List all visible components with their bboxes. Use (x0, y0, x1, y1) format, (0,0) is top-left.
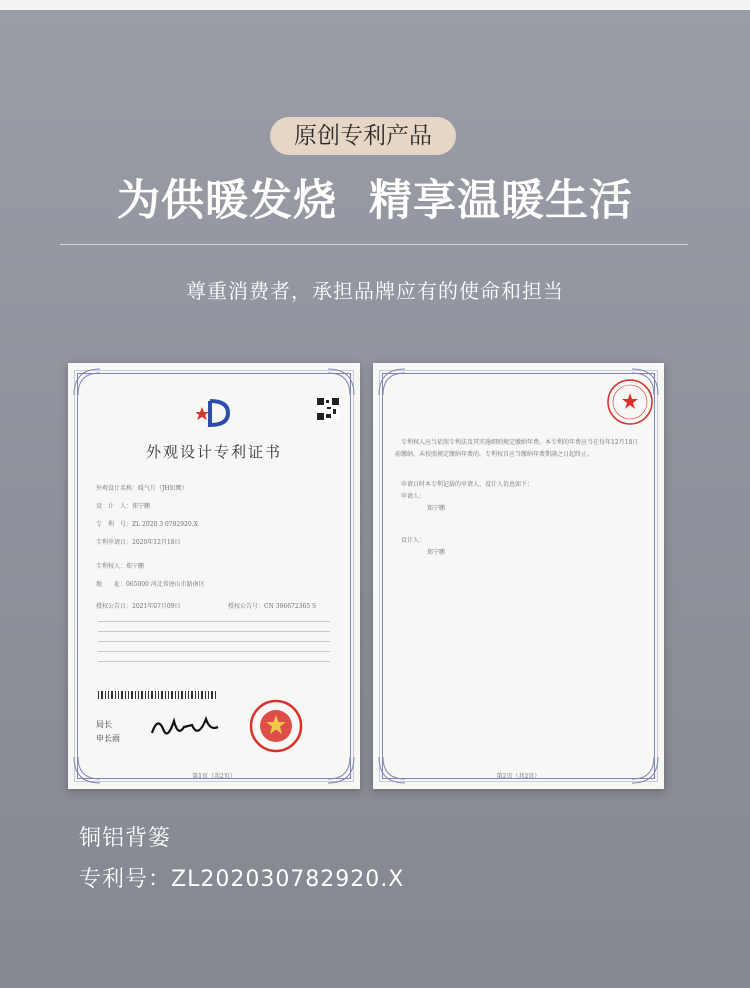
ornament-icon (630, 755, 660, 785)
cert-field: 外观设计名称：暖气片（JH铝鹰） (96, 485, 188, 492)
cert-note: 前缴纳。未按照规定缴纳年费的，专利权自应当缴纳年费期满之日起终止。 (395, 451, 594, 458)
qr-code-icon (316, 397, 340, 421)
signature-label: 局长 (96, 720, 112, 729)
cert-field: 专利权人：郑宁鹏 (96, 563, 145, 570)
page-number: 第1页（共2页） (192, 773, 236, 780)
cert-field: 地 址：065000 河北省唐山市路南区 (96, 581, 205, 588)
signature-name-label: 申长雨 (96, 734, 120, 743)
subline: 尊重消费者，承担品牌应有的使命和担当 (186, 279, 564, 303)
cert-field: 专利申请日：2020年12月18日 (96, 539, 181, 546)
patent-certificate-page-1 (68, 363, 360, 789)
ornament-icon (377, 755, 407, 785)
cert-note: 专利权人应当依照专利法及其实施细则规定缴纳年费。本专利的年费应当在每年12月18日 (401, 439, 639, 446)
cert-note: 申请日时本专利记载的申请人、设计人信息如下： (401, 481, 534, 488)
ornament-icon (72, 755, 102, 785)
cert-field: 专 利 号：ZL 2020 3 0782920.X (96, 521, 198, 528)
headline: 为供暖发烧 精享温暖生活 (117, 176, 633, 226)
ornament-icon (377, 367, 407, 397)
page-number: 第2页（共2页） (496, 773, 541, 780)
patent-number: 专利号：ZL202030782920.X (79, 867, 405, 892)
certificate-title: 外观设计专利证书 (145, 443, 282, 461)
ornament-icon (326, 367, 356, 397)
product-name: 铜铝背篓 (79, 826, 172, 851)
cert-field: 授权公告日：2021年07月09日 (96, 603, 181, 610)
patent-certificate-page-2 (373, 363, 664, 789)
ornament-icon (326, 755, 356, 785)
cert-field: 授权公告号：CN 306672365 S (228, 603, 317, 610)
cert-note: 郑宁鹏 (427, 549, 446, 556)
patent-office-logo-icon (196, 397, 232, 431)
cert-field: 设 计 人：郑宁鹏 (96, 503, 151, 510)
original-patent-badge: 原创专利产品 (270, 117, 456, 155)
divider (60, 244, 688, 245)
cert-note: 申请人： (401, 493, 426, 500)
ornament-icon (72, 367, 102, 397)
official-seal-icon (248, 698, 304, 754)
certificate-border (382, 373, 655, 779)
cert-note: 郑宁鹏 (427, 505, 446, 512)
cert-note: 设计人： (401, 537, 426, 544)
top-strip (0, 0, 750, 10)
signature-icon (148, 713, 223, 743)
barcode-icon (98, 691, 218, 699)
certificate-stamp-icon (605, 377, 655, 427)
